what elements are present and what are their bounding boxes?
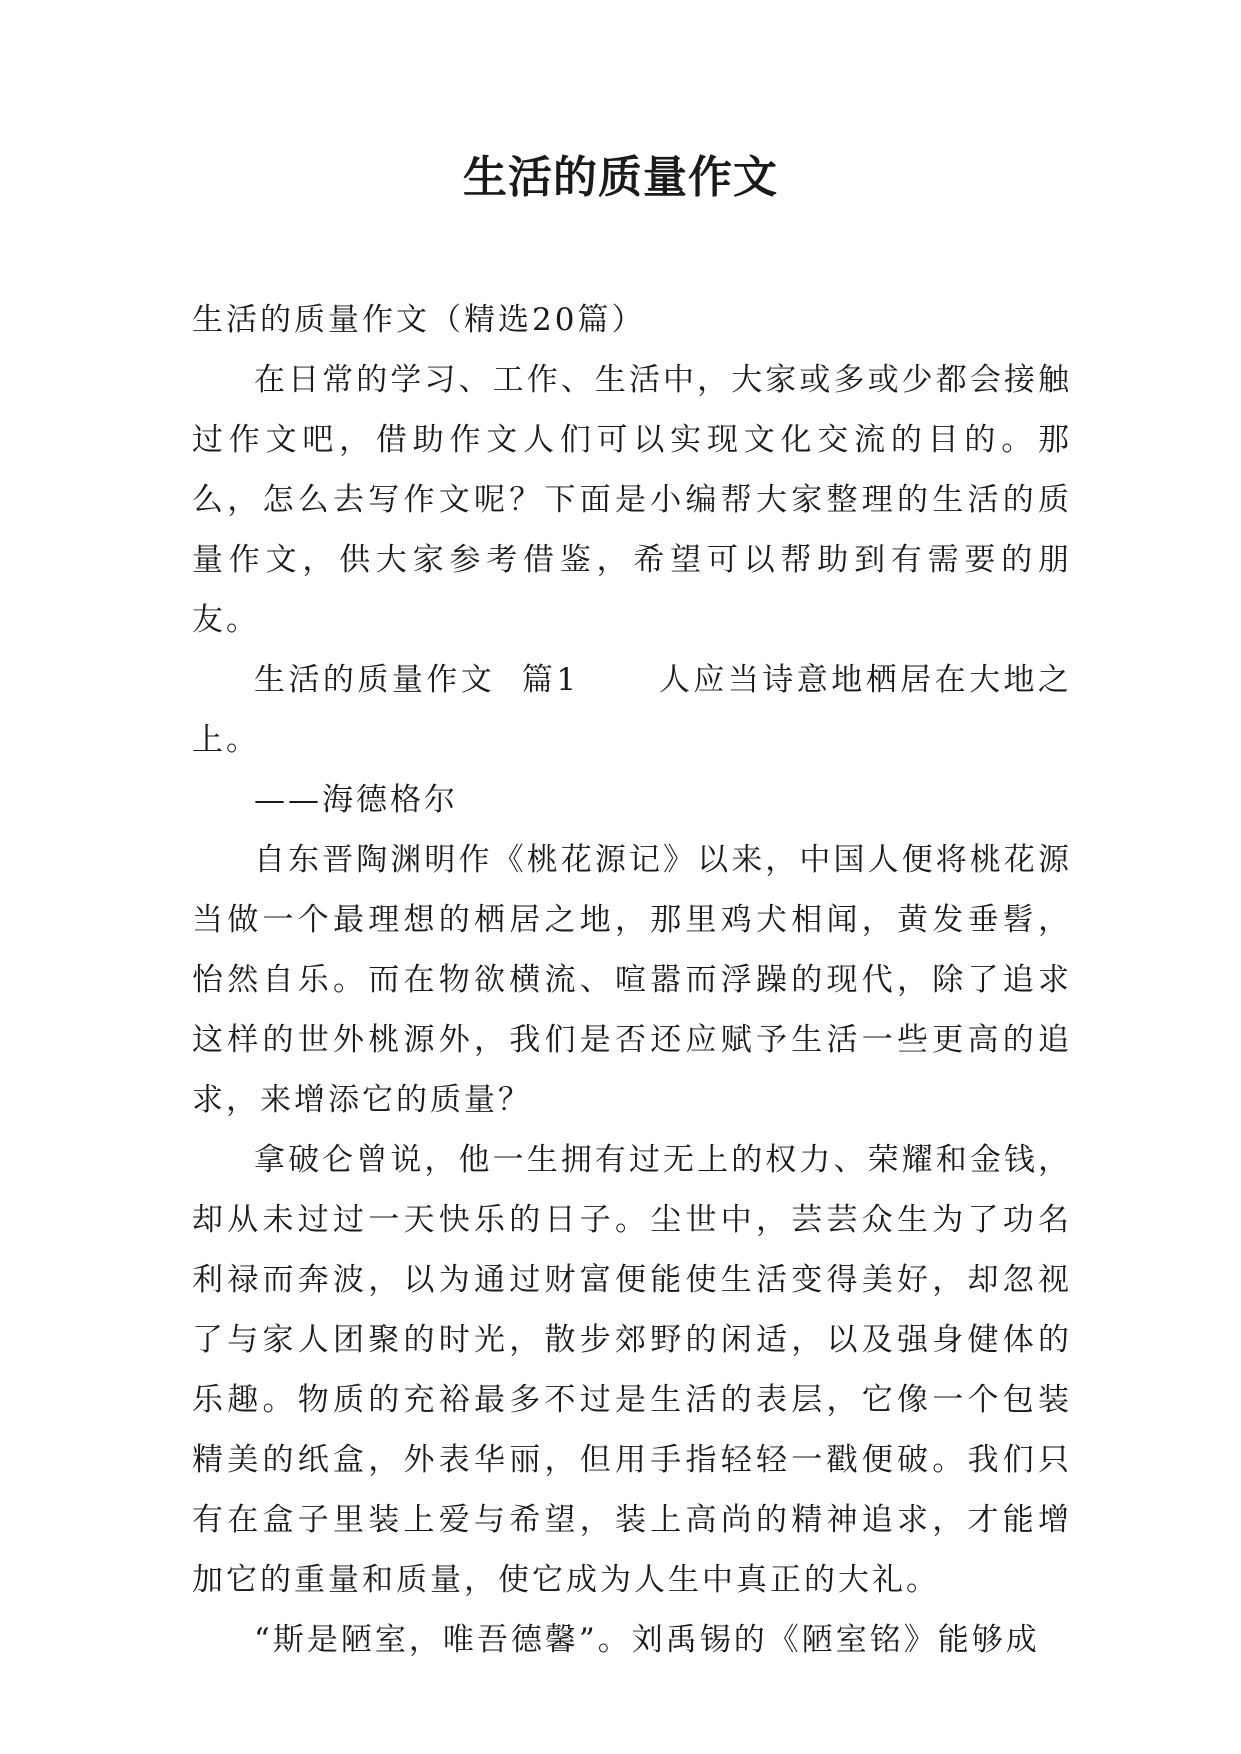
paragraph-body: 自东晋陶渊明作《桃花源记》以来，中国人便将桃花源当做一个最理想的栖居之地，那里鸡犬相闻，黄发垂髫，怡然自乐。而在物欲横流、喧嚣而浮躁的现代，除了追求这样的世外桃源外，我们是否还应赋予生活一些更高的追求，来增添它的质量？ [192,842,1072,1118]
paragraph-quote-attribution: ——海德格尔 [254,782,458,818]
document-body [192,290,1072,1670]
paragraph-body: “斯是陋室，唯吾德馨”。刘禹锡的《陋室铭》能够成 [254,1622,1040,1658]
paragraph-intro: 在日常的学习、工作、生活中，大家或多或少都会接触过作文吧，借助作文人们可以实现文化交流的目的。那么，怎么去写作文呢？下面是小编帮大家整理的生活的质量作文，供大家参考借鉴，希望可以帮助到有需要的朋友。 [192,362,1072,638]
paragraph-body: 拿破仑曾说，他一生拥有过无上的权力、荣耀和金钱，却从未过过一天快乐的日子。尘世中，芸芸众生为了功名利禄而奔波，以为通过财富便能使生活变得美好，却忽视了与家人团聚的时光，散步郊野的闲适，以及强身健体的乐趣。物质的充裕最多不过是生活的表层，它像一个包装精美的纸盒，外表华丽，但用手指轻轻一戳便破。我们只有在盒子里装上爱与希望，装上高尚的精神追求，才能增加它的重量和质量，使它成为人生中真正的大礼。 [192,1142,1072,1598]
paragraph-essay-1-heading: 生活的质量作文 篇1 人应当诗意地栖居在大地之上。 [192,662,1072,758]
paragraph-subtitle: 生活的质量作文（精选20篇） [192,302,646,338]
page-title: 生活的质量作文 [463,152,778,203]
